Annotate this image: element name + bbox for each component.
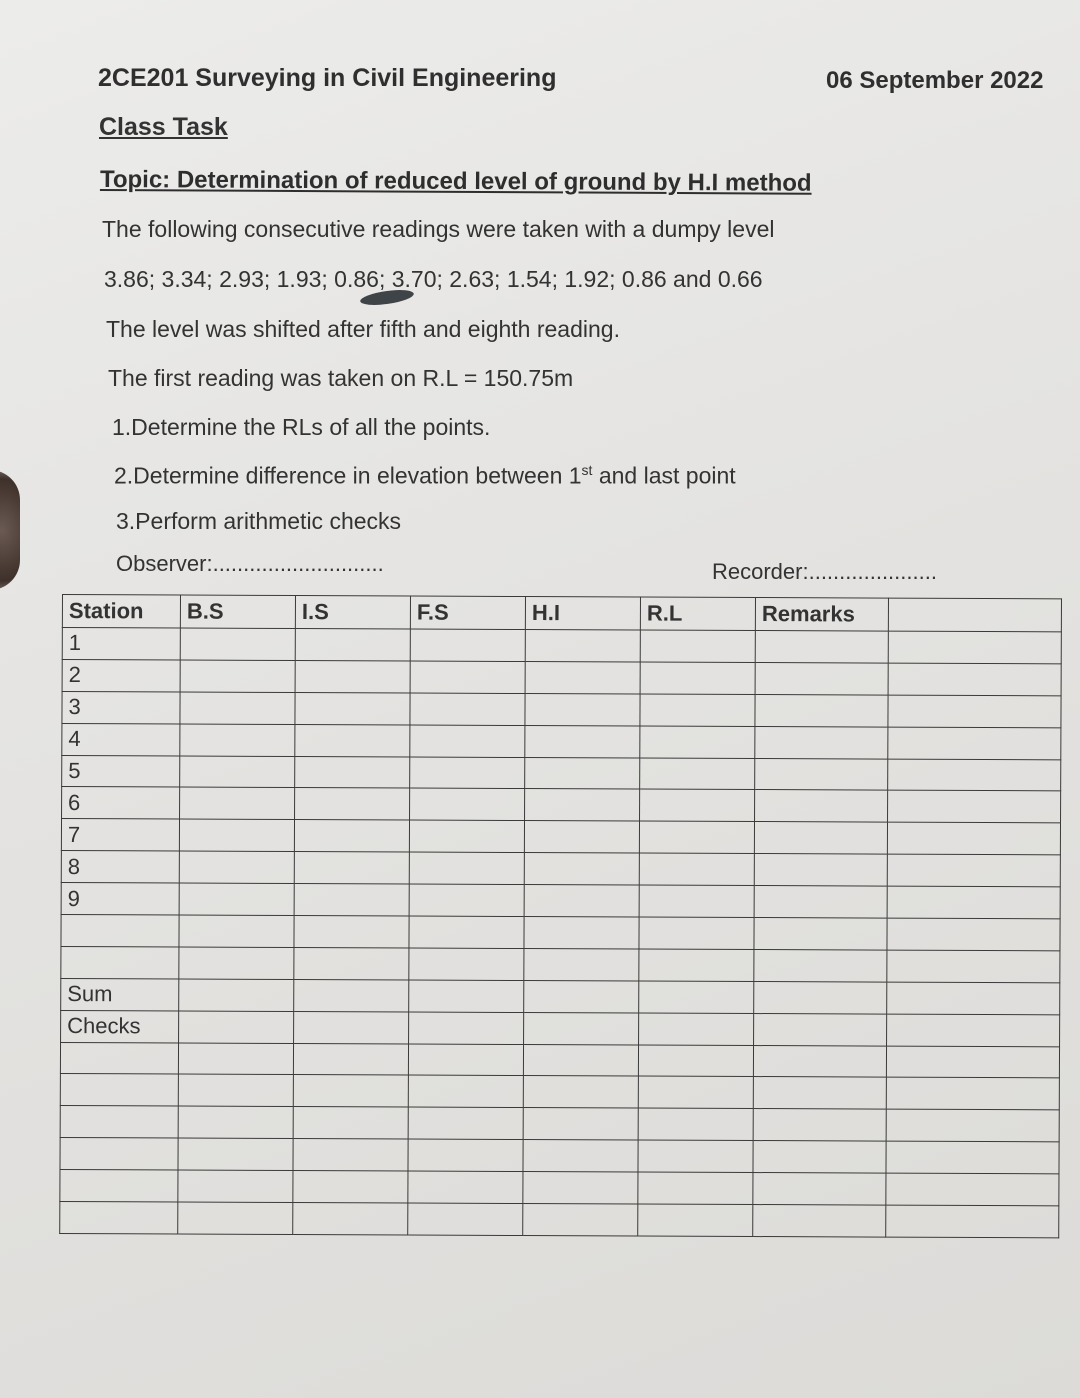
table-row [61, 819, 1060, 855]
table-cell [638, 1108, 753, 1140]
table-cell [754, 886, 887, 918]
table-cell [524, 821, 639, 853]
table-cell [179, 979, 294, 1011]
table-cell [293, 1107, 408, 1139]
table-cell [178, 1202, 293, 1234]
table-cell [886, 1078, 1059, 1111]
course-title: 2CE201 Surveying in Civil Engineering [98, 64, 557, 92]
table-cell [178, 1106, 293, 1138]
table-cell [523, 1076, 638, 1108]
table-cell [408, 1075, 523, 1107]
table-cell [179, 947, 294, 979]
header-is: I.S [295, 596, 410, 630]
header-bs: B.S [180, 595, 295, 629]
table-cell [638, 1076, 753, 1108]
station-cell: 9 [61, 883, 179, 915]
table-cell [886, 1109, 1059, 1142]
table-cell [886, 1046, 1059, 1079]
table-cell [524, 948, 639, 980]
table-cell [294, 852, 409, 884]
table-cell [178, 1043, 293, 1075]
table-row [61, 978, 1060, 1014]
table-cell [888, 631, 1061, 664]
table-header-row [62, 595, 1061, 632]
station-cell: 3 [62, 691, 180, 723]
station-cell: 2 [62, 659, 180, 691]
table-cell [294, 979, 409, 1011]
table-cell [293, 1171, 408, 1203]
table-cell [639, 885, 754, 917]
table-cell [640, 694, 755, 726]
table-cell [409, 980, 524, 1012]
table-cell [293, 1043, 408, 1075]
table-cell [525, 630, 640, 662]
question-2-tail: and last point [592, 462, 736, 489]
table-cell [755, 726, 888, 758]
table-cell [887, 1014, 1060, 1047]
table-cell [523, 1140, 638, 1172]
station-cell [60, 1074, 178, 1106]
table-row [61, 883, 1060, 919]
table-cell [295, 788, 410, 820]
table-cell [294, 820, 409, 852]
table-cell [295, 724, 410, 756]
table-row [62, 628, 1061, 664]
question-2-text: 2.Determine difference in elevation between 1 [114, 462, 582, 489]
table-cell [640, 789, 755, 821]
header-station: Station [62, 595, 180, 629]
station-cell [60, 1106, 178, 1138]
table-cell [888, 695, 1061, 728]
table-cell [754, 854, 887, 886]
station-cell: Sum [61, 978, 179, 1010]
table-cell [294, 916, 409, 948]
table-cell [755, 694, 888, 726]
table-cell [640, 630, 755, 662]
problem-intro: The following consecutive readings were taken with a dumpy level [102, 216, 775, 242]
table-cell [754, 949, 887, 981]
table-row [62, 659, 1061, 695]
station-cell: Checks [61, 1010, 179, 1042]
table-cell [294, 947, 409, 979]
station-cell [60, 1170, 178, 1202]
table-cell [180, 756, 295, 788]
table-cell [295, 756, 410, 788]
table-cell [639, 853, 754, 885]
table-row [60, 1138, 1059, 1174]
table-cell [639, 949, 754, 981]
table-cell [887, 918, 1060, 951]
table-cell [755, 790, 888, 822]
table-row [61, 946, 1060, 982]
table-cell [410, 788, 525, 820]
station-cell: 4 [62, 723, 180, 755]
table-cell [525, 789, 640, 821]
table-cell [639, 821, 754, 853]
table-cell [410, 661, 525, 693]
table-cell [409, 852, 524, 884]
table-cell [295, 660, 410, 692]
table-cell [179, 819, 294, 851]
table-cell [755, 631, 888, 663]
thumb-shadow [0, 470, 20, 590]
question-1: 1.Determine the RLs of all the points. [112, 414, 491, 440]
topic-heading: Topic: Determination of reduced level of ground by H.I method [99, 166, 812, 197]
table-cell [640, 662, 755, 694]
table-cell [639, 981, 754, 1013]
first-reading-note: The first reading was taken on R.L = 150.75m [108, 365, 574, 391]
table-row [61, 915, 1060, 951]
header-rl: R.L [640, 597, 755, 631]
table-cell [525, 725, 640, 757]
table-cell [410, 629, 525, 661]
station-cell: 7 [61, 819, 179, 851]
table-cell [294, 884, 409, 916]
station-cell: 1 [62, 628, 180, 660]
table-row [61, 1010, 1060, 1046]
header-fs: F.S [410, 596, 525, 630]
table-row [62, 691, 1061, 727]
table-cell [638, 1140, 753, 1172]
table-cell [180, 692, 295, 724]
table-row [62, 755, 1061, 791]
table-cell [408, 1203, 523, 1235]
table-row [61, 851, 1060, 887]
question-2 [114, 462, 736, 490]
table-cell [293, 1139, 408, 1171]
table-cell [754, 822, 887, 854]
table-row [60, 1170, 1059, 1206]
table-row [60, 1202, 1059, 1238]
table-cell [888, 791, 1061, 824]
table-cell [525, 693, 640, 725]
table-cell [178, 1074, 293, 1106]
table-cell [408, 1171, 523, 1203]
station-cell: 6 [62, 787, 180, 819]
table-cell [888, 759, 1061, 792]
header-hi: H.I [525, 597, 640, 631]
table-cell [523, 1204, 638, 1236]
recorder-field: Recorder:..................... [712, 559, 937, 584]
station-cell [60, 1202, 178, 1234]
table-cell [638, 1045, 753, 1077]
table-cell [753, 1205, 886, 1238]
table-cell [409, 820, 524, 852]
table-cell [408, 1044, 523, 1076]
table-cell [886, 1205, 1059, 1238]
table-cell [180, 628, 295, 660]
table-cell [179, 883, 294, 915]
table-cell [523, 1044, 638, 1076]
table-cell [409, 948, 524, 980]
table-body [60, 628, 1062, 1238]
table-cell [754, 918, 887, 950]
station-cell [61, 946, 179, 978]
table-cell [640, 726, 755, 758]
table-cell [638, 1204, 753, 1236]
table-cell [887, 950, 1060, 983]
station-cell [60, 1138, 178, 1170]
table-row [62, 787, 1061, 823]
readings-list: 3.86; 3.34; 2.93; 1.93; 0.86; 3.70; 2.63; 1.54; 1.92; 0.86 and 0.66 [104, 266, 763, 292]
table-cell [294, 1011, 409, 1043]
level-shift-note: The level was shifted after fifth and eighth reading. [106, 316, 620, 342]
station-cell [60, 1042, 178, 1074]
table-cell [753, 1045, 886, 1077]
table-cell [888, 727, 1061, 760]
table-cell [639, 1013, 754, 1045]
table-cell [753, 1173, 886, 1205]
table-cell [523, 1172, 638, 1204]
question-3: 3.Perform arithmetic checks [116, 508, 402, 534]
table-row [60, 1106, 1059, 1142]
table-cell [753, 1109, 886, 1141]
level-book-table-wrapper [59, 594, 1062, 1238]
table-cell [409, 1012, 524, 1044]
table-cell [180, 724, 295, 756]
table-cell [179, 915, 294, 947]
table-cell [638, 1172, 753, 1204]
table-cell [754, 981, 887, 1013]
table-cell [408, 1139, 523, 1171]
table-cell [179, 1011, 294, 1043]
table-cell [525, 757, 640, 789]
table-cell [408, 1107, 523, 1139]
station-cell: 5 [62, 755, 180, 787]
table-cell [887, 854, 1060, 887]
table-row [62, 723, 1061, 759]
station-cell: 8 [61, 851, 179, 883]
table-cell [179, 851, 294, 883]
table-cell [180, 787, 295, 819]
table-cell [410, 757, 525, 789]
table-cell [754, 1013, 887, 1045]
table-cell [887, 982, 1060, 1015]
table-row [60, 1042, 1059, 1078]
level-book-table [59, 594, 1062, 1238]
table-cell [753, 1077, 886, 1109]
table-cell [755, 758, 888, 790]
table-cell [295, 629, 410, 661]
table-cell [524, 980, 639, 1012]
table-cell [887, 886, 1060, 919]
table-cell [293, 1075, 408, 1107]
table-cell [524, 917, 639, 949]
table-cell [180, 660, 295, 692]
table-cell [295, 692, 410, 724]
table-cell [524, 853, 639, 885]
question-2-superscript: st [581, 462, 593, 478]
table-cell [886, 1173, 1059, 1206]
table-cell [523, 1108, 638, 1140]
table-cell [410, 725, 525, 757]
table-cell [640, 758, 755, 790]
table-cell [524, 1012, 639, 1044]
table-cell [525, 661, 640, 693]
table-cell [178, 1170, 293, 1202]
table-cell [886, 1141, 1059, 1174]
table-cell [178, 1138, 293, 1170]
table-cell [524, 885, 639, 917]
header-extra [888, 598, 1061, 632]
table-row [60, 1074, 1059, 1110]
table-cell [293, 1203, 408, 1235]
document-date: 06 September 2022 [826, 67, 1044, 94]
table-cell [409, 884, 524, 916]
table-cell [887, 822, 1060, 855]
observer-field: Observer:............................ [116, 551, 384, 576]
table-cell [410, 693, 525, 725]
class-task-heading: Class Task [99, 113, 228, 141]
table-cell [888, 663, 1061, 696]
table-cell [755, 662, 888, 694]
table-cell [753, 1141, 886, 1173]
table-cell [639, 917, 754, 949]
table-cell [409, 916, 524, 948]
header-remarks: Remarks [755, 598, 888, 632]
station-cell [61, 915, 179, 947]
